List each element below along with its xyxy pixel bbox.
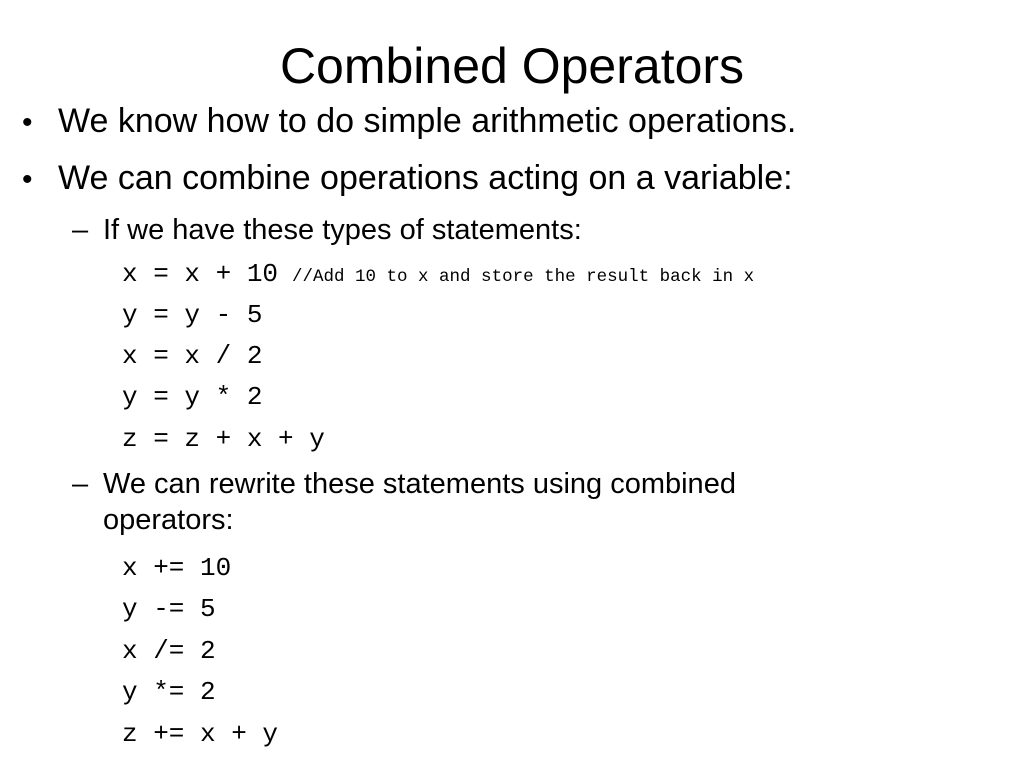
bullet-text: We know how to do simple arithmetic operations. bbox=[58, 102, 797, 140]
bullet-dot-icon: • bbox=[22, 163, 33, 196]
bullet-text: We can combine operations acting on a variable: bbox=[58, 159, 793, 197]
code-line bbox=[122, 340, 262, 372]
code-text: x = x / 2 bbox=[122, 341, 263, 371]
sub-bullet-text: If we have these types of statements: bbox=[103, 214, 582, 246]
code-line: y -= 5 bbox=[122, 594, 216, 624]
code-line: y *= 2 bbox=[122, 677, 216, 707]
code-line: x += 10 bbox=[122, 553, 232, 583]
code-line bbox=[122, 258, 754, 293]
bullet-dot-icon: • bbox=[22, 106, 33, 139]
code-text: z = z + x + y bbox=[122, 424, 325, 454]
dash-icon: – bbox=[72, 468, 89, 500]
code-text: y = y * 2 bbox=[122, 382, 263, 412]
code-line: x /= 2 bbox=[122, 636, 216, 666]
code-text: x = x + 10 bbox=[122, 259, 279, 289]
sub-bullet-text: We can rewrite these statements using combined operators: bbox=[103, 468, 736, 536]
slide-title: Combined Operators bbox=[279, 38, 745, 94]
code-line bbox=[122, 381, 262, 413]
dash-icon: – bbox=[72, 214, 89, 246]
code-comment: //Add 10 to x and store the result back in x bbox=[292, 267, 755, 287]
code-line bbox=[122, 423, 325, 455]
code-line bbox=[122, 299, 262, 331]
code-text: y = y - 5 bbox=[122, 300, 263, 330]
code-line: z += x + y bbox=[122, 719, 279, 749]
